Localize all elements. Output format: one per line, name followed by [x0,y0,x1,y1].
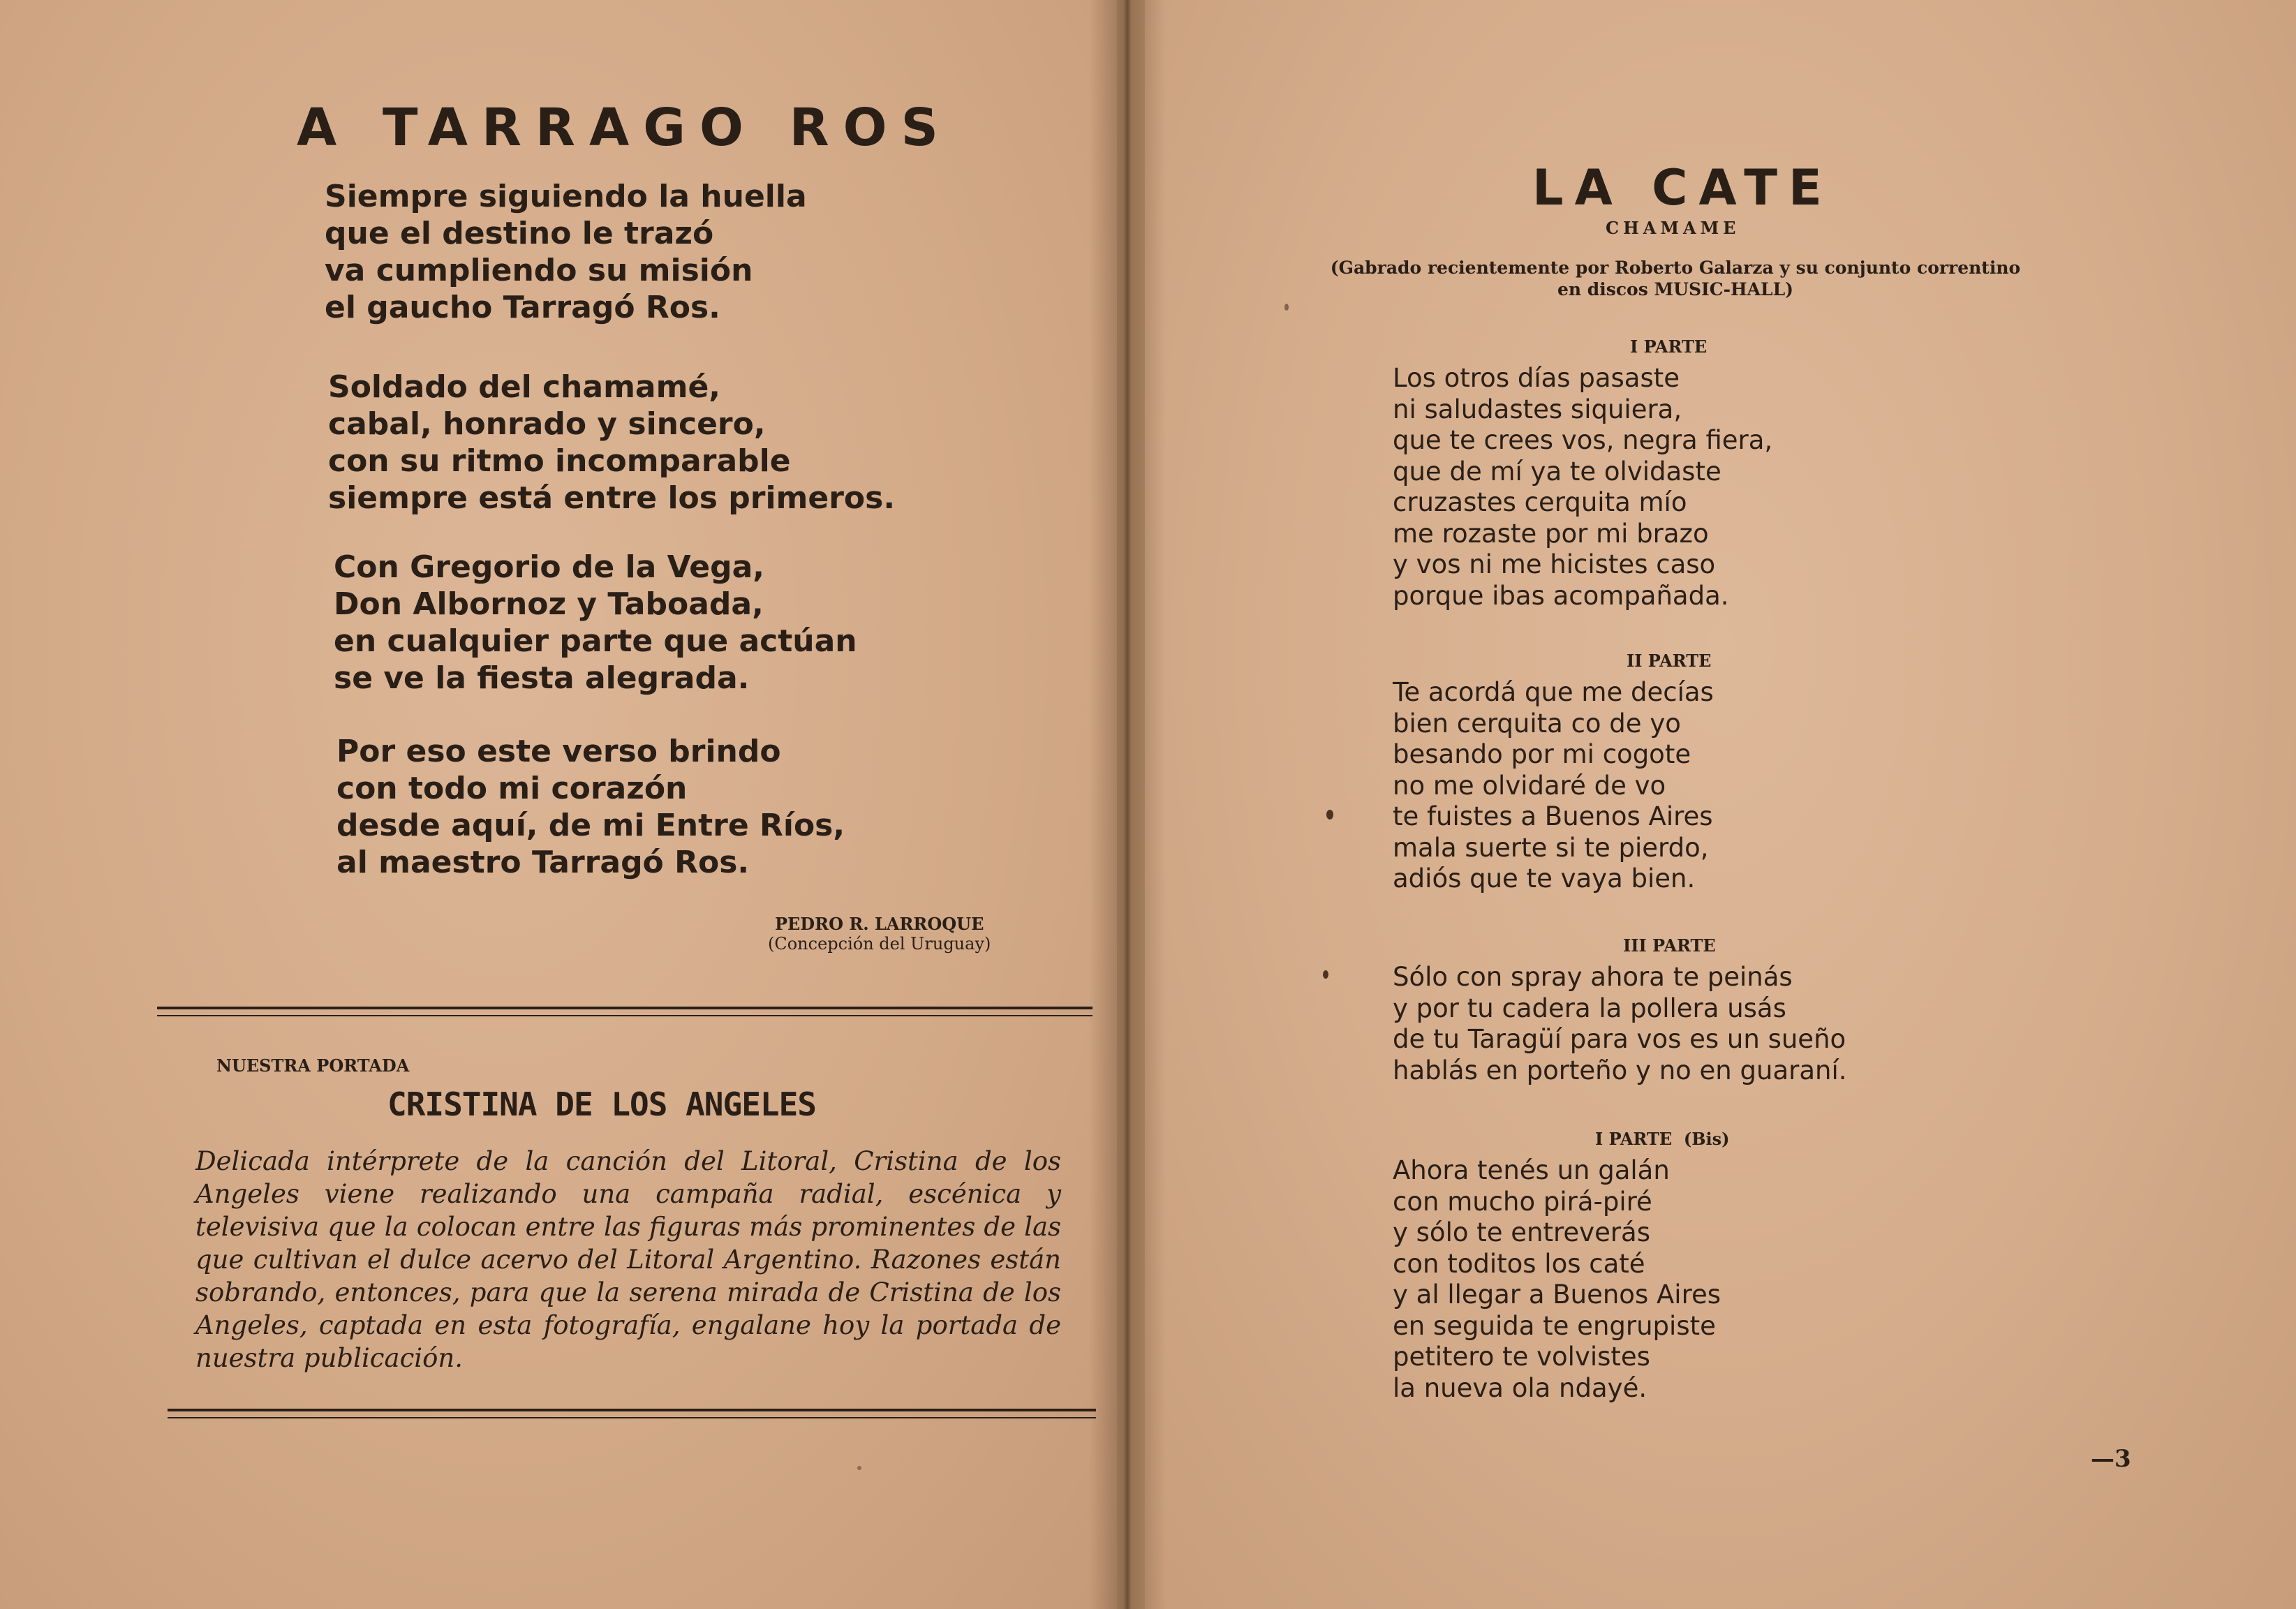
verse-line: siempre está entre los primeros. [328,480,896,516]
lyric-line: te fuistes a Buenos Aires [1393,801,1713,831]
part-lyrics [1393,363,1772,611]
verse-line: va cumpliendo su misión [325,253,753,288]
part-lyrics [1393,1155,1721,1404]
genre-label: CHAMAME [1606,218,1740,238]
recording-note-line: (Gabrado recientemente por Roberto Galarza y su conjunto correntino [1330,258,2021,278]
lyric-line: bien cerquita co de yo [1393,708,1681,739]
lyric-line: con toditos los caté [1393,1248,1645,1279]
lyric-line: y vos ni me hicistes caso [1393,549,1716,579]
stanza-1 [325,178,807,326]
lyric-line: Te acordá que me decías [1393,677,1714,707]
recording-note-line: en discos MUSIC-HALL) [1557,279,1793,299]
lyric-line: ni saludastes siquiera, [1393,394,1682,424]
part-label: II PARTE [1627,651,1712,671]
stanza-2 [328,369,895,517]
verse-line: Soldado del chamamé, [328,369,721,405]
part-label: I PARTE [1630,336,1708,357]
lyric-line: besando por mi cogote [1393,739,1691,769]
author-place: (Concepción del Uruguay) [768,934,991,954]
verse-line: al maestro Tarragó Ros. [336,845,750,880]
lyric-line: y al llegar a Buenos Aires [1393,1280,1721,1310]
stanza-4 [336,733,845,881]
ink-speck [1284,304,1289,311]
verse-line: Siempre siguiendo la huella [325,179,807,214]
lyric-line: adiós que te vaya bien. [1393,863,1696,894]
lyric-line: hablás en porteño y no en guaraní. [1393,1055,1847,1085]
verse-line: Por eso este verso brindo [336,734,781,769]
verse-line: en cualquier parte que actúan [334,623,857,659]
part-label: I PARTE (Bis) [1595,1129,1730,1149]
lyric-line: Los otros días pasaste [1393,363,1680,393]
portada-text: Delicada intérprete de la canción del Litoral, Cristina de los Angeles viene realizando una campaña radial, escénica y televisiva que la colocan entre las figuras más prominentes de las que cultivan el dulce acervo del Litoral Argentino. Razones están sobrando, entonces, para que la serena mirada de Cristina de los Angeles, captada en esta fotografía, engalane hoy la portada de nuestra publicación. [195,1146,1061,1373]
lyric-line: mala suerte si te pierdo, [1393,832,1709,863]
lyric-line: que de mí ya te olvidaste [1393,456,1721,487]
portada-tag: NUESTRA PORTADA [216,1055,410,1076]
portada-title: CRISTINA DE LOS ANGELES [387,1085,816,1123]
verse-line: se ve la fiesta alegrada. [334,660,750,696]
verse-line: Don Albornoz y Taboada, [334,586,764,622]
book-gutter [1089,0,1166,1609]
lyric-line: con mucho pirá-piré [1393,1186,1652,1217]
author-signature [768,914,991,954]
lyric-line: Ahora tenés un galán [1393,1155,1670,1185]
page-number: —3 [2091,1445,2131,1473]
divider-rule [157,1007,1093,1009]
lyric-line: la nueva ola ndayé. [1393,1372,1647,1403]
ink-speck [1323,970,1328,979]
ink-speck [857,1466,861,1470]
part-lyrics [1393,962,1847,1086]
author-name: PEDRO R. LARROQUE [774,914,984,934]
divider-rule [168,1409,1096,1411]
divider-rule [168,1417,1096,1418]
lyric-line: me rozaste por mi brazo [1393,518,1709,549]
left-page [0,0,1117,1609]
lyric-line: en seguida te engrupiste [1393,1310,1716,1341]
verse-line: Con Gregorio de la Vega, [334,549,765,585]
verse-line: desde aquí, de mi Entre Ríos, [336,808,845,843]
lyric-line: no me olvidaré de vo [1393,770,1666,801]
lyric-line: Sólo con spray ahora te peinás [1393,962,1793,992]
lyric-line: de tu Taragüí para vos es un sueño [1393,1024,1846,1054]
song-title: LA CATE [1532,159,1833,216]
lyric-line: y sólo te entreverás [1393,1217,1650,1247]
lyric-line: y por tu cadera la pollera usás [1393,993,1786,1023]
verse-line: que el destino le trazó [325,216,714,251]
part-lyrics [1393,677,1714,895]
lyric-line: porque ibas acompañada. [1393,580,1729,611]
verse-line: con su ritmo incomparable [328,443,791,479]
poem-title: A TARRAGO ROS [297,98,952,158]
stanza-3 [334,549,857,697]
part-label: III PARTE [1623,935,1716,956]
lyric-line: que te crees vos, negra fiera, [1393,425,1773,455]
verse-line: con todo mi corazón [336,771,688,806]
divider-rule [157,1015,1093,1016]
lyric-line: petitero te volvistes [1393,1342,1650,1372]
recording-note [1305,257,2045,300]
verse-line: cabal, honrado y sincero, [328,406,766,442]
lyric-line: cruzastes cerquita mío [1393,487,1687,517]
verse-line: el gaucho Tarragó Ros. [325,290,720,325]
ink-speck [1326,810,1333,820]
